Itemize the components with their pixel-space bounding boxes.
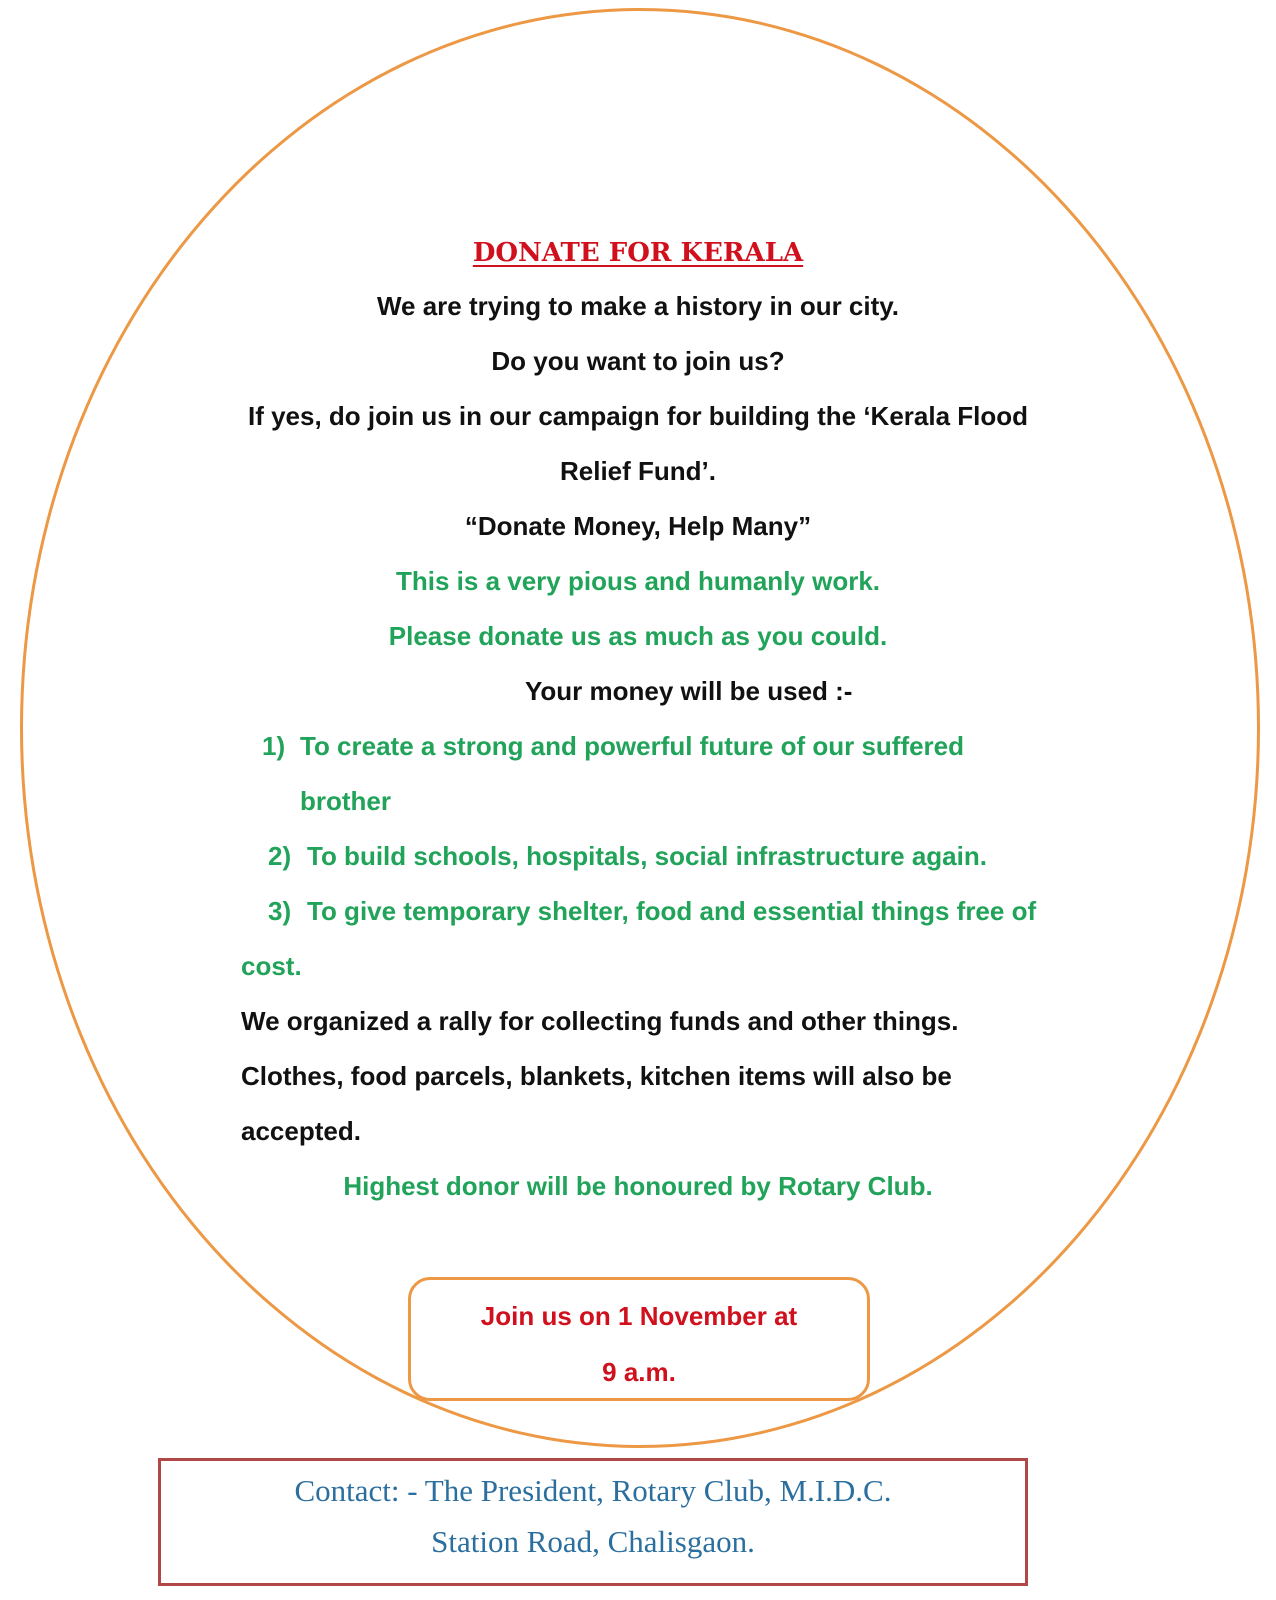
rally-line-1: We organized a rally for collecting funds and other things. bbox=[241, 1006, 959, 1036]
event-line-2: 9 a.m. bbox=[602, 1357, 676, 1387]
usage-item-3-line-1: To give temporary shelter, food and essential things free of bbox=[307, 896, 1037, 926]
honour-note: Highest donor will be honoured by Rotary Club. bbox=[343, 1171, 933, 1201]
rally-line-2: Clothes, food parcels, blankets, kitchen items will also be bbox=[241, 1061, 952, 1091]
usage-item-3-line-2: cost. bbox=[241, 951, 302, 981]
intro-line-3: If yes, do join us in our campaign for building the ‘Kerala Flood bbox=[247, 401, 1029, 431]
contact-box bbox=[158, 1458, 1028, 1586]
event-date-box bbox=[408, 1277, 870, 1401]
usage-item-2-number: 2) bbox=[268, 841, 292, 871]
usage-item-3-number: 3) bbox=[268, 896, 292, 926]
contact-line-2: Station Road, Chalisgaon. bbox=[431, 1524, 755, 1559]
appeal-line-2: Please donate us as much as you could. bbox=[388, 621, 888, 651]
appeal-line-1: This is a very pious and humanly work. bbox=[395, 566, 881, 596]
usage-heading: Your money will be used :- bbox=[525, 676, 853, 706]
usage-item-1-line-2: brother bbox=[300, 786, 391, 816]
intro-line-4: Relief Fund’. bbox=[560, 456, 716, 486]
event-line-1: Join us on 1 November at bbox=[480, 1301, 798, 1331]
poster-title: DONATE FOR KERALA bbox=[472, 238, 804, 268]
usage-item-1-number: 1) bbox=[262, 731, 286, 761]
slogan: “Donate Money, Help Many” bbox=[464, 511, 812, 541]
intro-line-1: We are trying to make a history in our city. bbox=[376, 291, 900, 321]
decorative-oval-border bbox=[20, 8, 1260, 1448]
contact-line-1: Contact: - The President, Rotary Club, M.I.D.C. bbox=[294, 1473, 892, 1508]
intro-line-2: Do you want to join us? bbox=[491, 346, 785, 376]
usage-item-2-line-1: To build schools, hospitals, social infrastructure again. bbox=[307, 841, 987, 871]
usage-item-1-line-1: To create a strong and powerful future of our suffered bbox=[300, 731, 965, 761]
rally-line-3: accepted. bbox=[241, 1116, 361, 1146]
